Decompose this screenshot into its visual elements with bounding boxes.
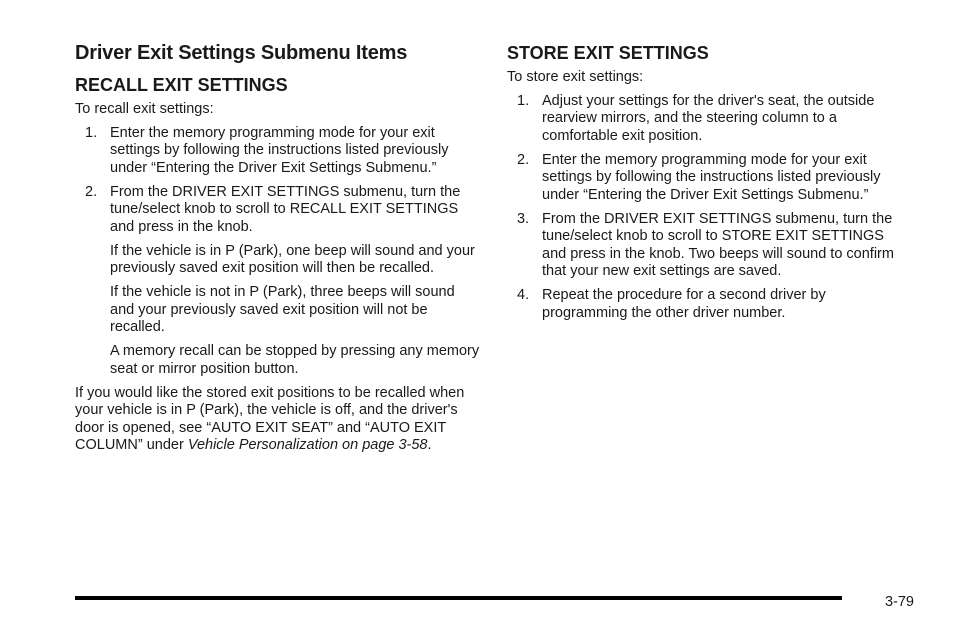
step-number: 3.: [517, 210, 530, 227]
closing-end: .: [427, 437, 432, 453]
right-column: [507, 42, 912, 329]
list-item: [507, 152, 912, 205]
recall-steps: [75, 125, 480, 379]
step-text: Enter the memory programming mode for your exit settings by following the instructions listed previously under “Entering the Driver Exit Settings Submenu.”: [542, 151, 881, 203]
recall-heading: RECALL EXIT SETTINGS: [75, 75, 288, 95]
cross-reference: Vehicle Personalization on page 3-58: [187, 437, 428, 453]
page-title: Driver Exit Settings Submenu Items: [75, 42, 408, 64]
list-item: [507, 211, 912, 281]
step-note: A memory recall can be stopped by pressing any memory seat or mirror position button.: [110, 343, 480, 377]
step-number: 2.: [517, 151, 530, 168]
list-item: [507, 93, 912, 146]
footer-rule: [75, 596, 842, 600]
closing-paragraph: [75, 385, 480, 455]
step-number: 2.: [85, 183, 98, 200]
store-heading: STORE EXIT SETTINGS: [507, 43, 709, 63]
list-item: [75, 184, 480, 379]
list-item: [507, 287, 912, 322]
page-number: 3-79: [884, 594, 914, 610]
list-item: [75, 125, 480, 178]
step-note: If the vehicle is in P (Park), one beep will sound and your previously saved exit position will then be recalled.: [110, 242, 475, 276]
store-steps: [507, 93, 912, 323]
step-number: 4.: [517, 287, 530, 303]
recall-intro: To recall exit settings:: [75, 101, 214, 117]
step-note: If the vehicle is not in P (Park), three beeps will sound and your previously saved exit position will not be recalled.: [110, 284, 455, 335]
step-text: Adjust your settings for the driver's seat, the outside rearview mirrors, and the steering column to a comfortable exit position.: [542, 92, 875, 144]
step-text: Enter the memory programming mode for your exit settings by following the instructions listed previously under “Entering the Driver Exit Settings Submenu.”: [110, 124, 449, 176]
step-text: From the DRIVER EXIT SETTINGS submenu, turn the tune/select knob to scroll to STORE EXIT SETTINGS and press in the knob. Two beeps will sound to confirm that your new exit settings are saved.: [542, 210, 894, 279]
step-number: 1.: [85, 124, 98, 141]
store-intro: To store exit settings:: [507, 69, 644, 85]
left-column: [75, 40, 480, 461]
step-text: From the DRIVER EXIT SETTINGS submenu, turn the tune/select knob to scroll to RECALL EXIT SETTINGS and press in the knob.: [110, 183, 461, 235]
step-text: Repeat the procedure for a second driver by programming the other driver number.: [542, 287, 826, 321]
closing-text: If you would like the stored exit positions to be recalled when your vehicle is in P (Park), the vehicle is off, and the driver's door is opened, see “AUTO EXIT SEAT” and “AUTO EXIT COLUMN” under: [75, 384, 465, 453]
step-number: 1.: [517, 92, 530, 109]
